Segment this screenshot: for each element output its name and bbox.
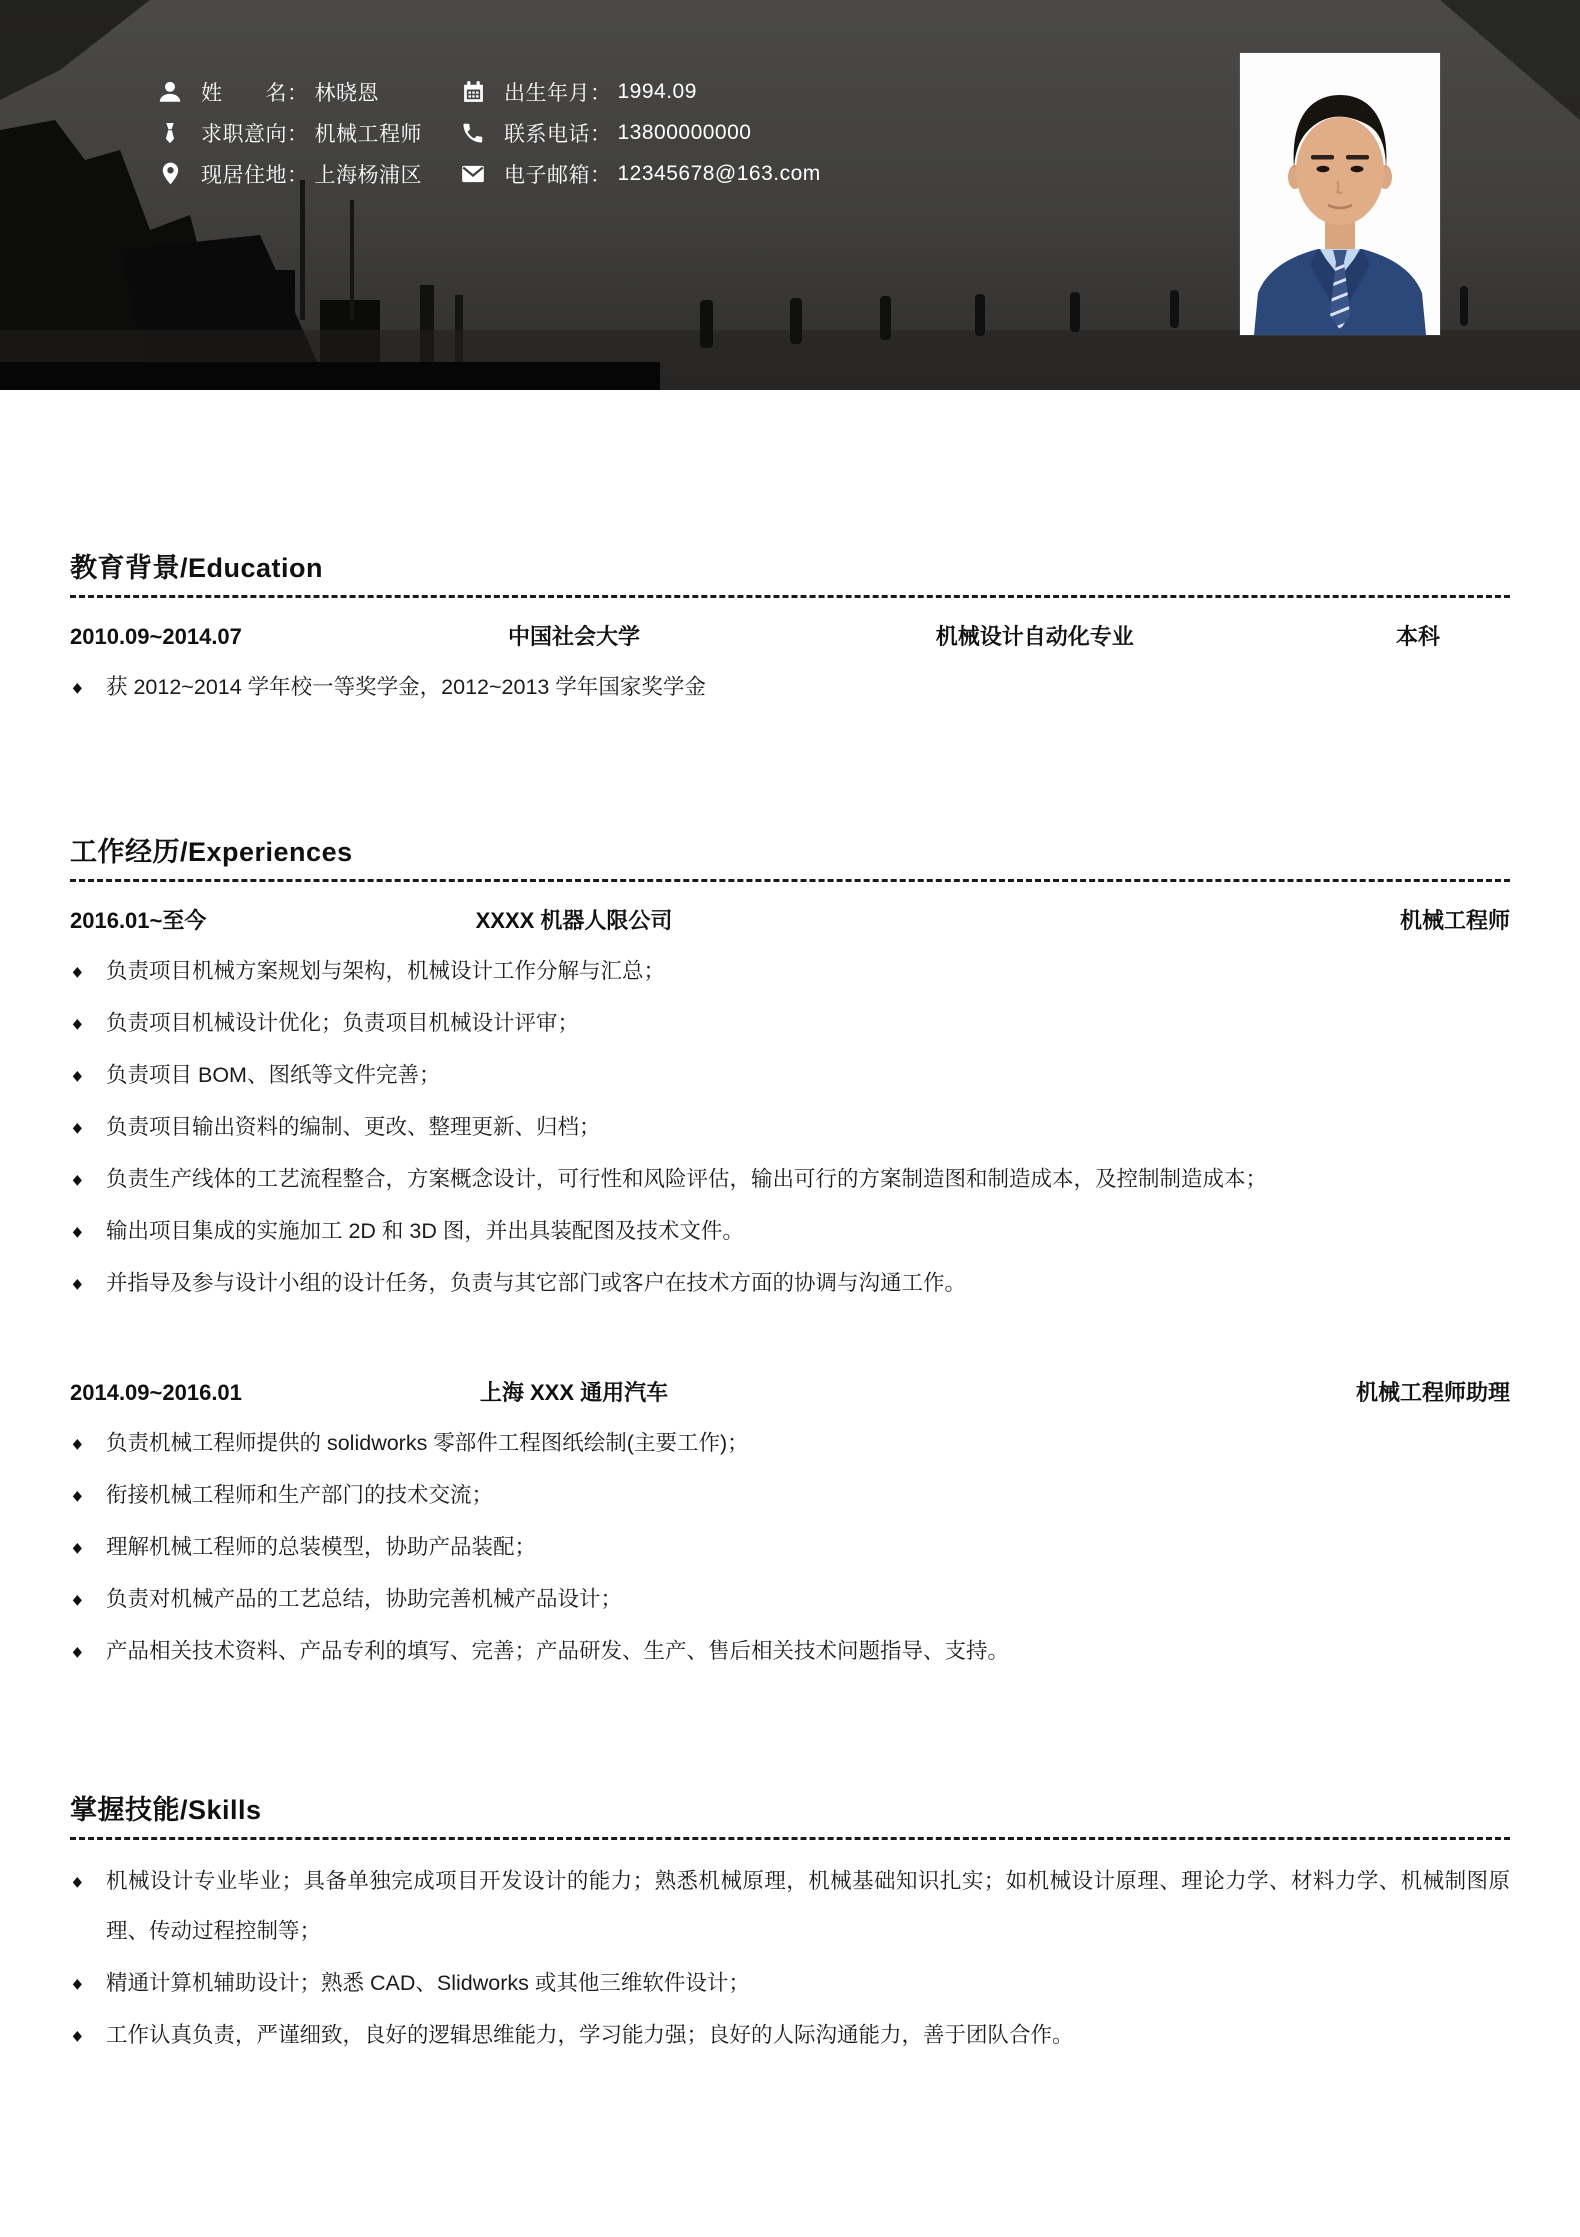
skills-section xyxy=(70,1788,1510,2060)
bullet-text: 理解机械工程师的总装模型，协助产品装配； xyxy=(106,1535,537,1559)
bullet-diamond-icon: ◆ xyxy=(72,1275,82,1291)
bullet-text: 负责生产线体的工艺流程整合，方案概念设计，可行性和风险评估，输出可行的方案制造图和制造成本，及控制制造成本； xyxy=(106,1167,1268,1191)
education-major: 机械设计自动化专业 xyxy=(935,624,1134,649)
section-divider xyxy=(70,595,1510,598)
list-item xyxy=(70,1626,1510,1676)
field-label: 求职意向： xyxy=(201,122,309,146)
bullet-diamond-icon: ◆ xyxy=(72,1171,82,1187)
resume-body xyxy=(0,390,1580,2060)
tie-icon xyxy=(155,119,185,146)
location-icon xyxy=(155,160,185,187)
bullet-text: 产品相关技术资料、产品专利的填写、完善；产品研发、生产、售后相关技术问题指导、支持。 xyxy=(106,1639,1010,1663)
bullet-diamond-icon: ◆ xyxy=(72,1487,82,1503)
list-item xyxy=(70,998,1510,1048)
list-item xyxy=(70,1154,1510,1204)
bullet-text: 精通计算机辅助设计；熟悉 CAD、Slidworks 或其他三维软件设计； xyxy=(106,1971,750,1995)
job-header-row xyxy=(70,896,1510,946)
bullet-diamond-icon: ◆ xyxy=(72,963,82,979)
bullet-diamond-icon: ◆ xyxy=(72,679,82,695)
bullet-diamond-icon: ◆ xyxy=(72,1223,82,1239)
list-item xyxy=(70,662,1510,712)
bullet-diamond-icon: ◆ xyxy=(72,1435,82,1451)
education-school: 中国社会大学 xyxy=(507,624,640,649)
section-divider xyxy=(70,1837,1510,1840)
list-item xyxy=(70,1856,1510,1956)
field-label: 电子邮箱： xyxy=(504,163,612,187)
skills-section-title: 掌握技能/Skills xyxy=(70,1795,262,1825)
field-name xyxy=(155,78,422,105)
bullet-text: 输出项目集成的实施加工 2D 和 3D 图，并出具装配图及技术文件。 xyxy=(106,1219,744,1243)
list-item xyxy=(70,1050,1510,1100)
field-email xyxy=(458,160,821,187)
list-item xyxy=(70,946,1510,996)
bullet-diamond-icon: ◆ xyxy=(72,2027,82,2043)
field-value: 1994.09 xyxy=(617,79,697,103)
section-divider xyxy=(70,879,1510,882)
field-value: 林晓恩 xyxy=(314,81,379,105)
bullet-text: 工作认真负责，严谨细致，良好的逻辑思维能力，学习能力强；良好的人际沟通能力，善于团队合作。 xyxy=(106,2023,1074,2047)
bullet-text: 负责项目机械设计优化；负责项目机械设计评审； xyxy=(106,1011,580,1035)
job-role: 机械工程师 xyxy=(1399,908,1510,933)
person-icon xyxy=(155,78,185,105)
job-period: 2016.01~至今 xyxy=(70,908,207,933)
bullet-diamond-icon: ◆ xyxy=(72,1015,82,1031)
education-section xyxy=(70,390,1510,712)
skills-bullet-list xyxy=(70,1856,1510,2060)
bullet-diamond-icon: ◆ xyxy=(72,1975,82,1991)
field-value: 13800000000 xyxy=(617,120,752,144)
portrait-illustration xyxy=(1240,53,1440,335)
resume-header xyxy=(0,0,1580,390)
bullet-diamond-icon: ◆ xyxy=(72,1591,82,1607)
field-value: 12345678@163.com xyxy=(617,161,821,185)
bullet-text: 负责对机械产品的工艺总结，协助完善机械产品设计； xyxy=(106,1587,623,1611)
header-info-left xyxy=(155,78,422,187)
list-item xyxy=(70,1418,1510,1468)
list-item xyxy=(70,1522,1510,1572)
email-icon xyxy=(458,160,488,187)
field-label: 现居住地： xyxy=(201,163,309,187)
field-residence xyxy=(155,160,422,187)
list-item xyxy=(70,1102,1510,1152)
bullet-diamond-icon: ◆ xyxy=(72,1119,82,1135)
job-role: 机械工程师助理 xyxy=(1355,1380,1510,1405)
bullet-text: 负责项目机械方案规划与架构，机械设计工作分解与汇总； xyxy=(106,959,666,983)
header-info-right xyxy=(458,78,821,187)
field-label: 联系电话： xyxy=(504,122,612,146)
profile-photo xyxy=(1240,53,1440,335)
experience-section-title: 工作经历/Experiences xyxy=(70,837,353,867)
education-section-title: 教育背景/Education xyxy=(70,553,324,583)
list-item xyxy=(70,2010,1510,2060)
list-item xyxy=(70,1470,1510,1520)
bullet-text: 衔接机械工程师和生产部门的技术交流； xyxy=(106,1483,494,1507)
bullet-text: 负责机械工程师提供的 solidworks 零部件工程图纸绘制(主要工作)； xyxy=(106,1431,749,1455)
field-value: 机械工程师 xyxy=(314,122,422,146)
bullet-text: 负责项目输出资料的编制、更改、整理更新、归档； xyxy=(106,1115,601,1139)
education-bullet-list xyxy=(70,662,1510,712)
list-item xyxy=(70,1958,1510,2008)
job-company: XXXX 机器人限公司 xyxy=(475,908,673,933)
bullet-text: 机械设计专业毕业；具备单独完成项目开发设计的能力；熟悉机械原理，机械基础知识扎实；如机械设计原理、理论力学、材料力学、机械制图原理、传动过程控制等； xyxy=(106,1869,1510,1943)
calendar-icon xyxy=(458,78,488,105)
job-period: 2014.09~2016.01 xyxy=(70,1380,242,1405)
bullet-diamond-icon: ◆ xyxy=(72,1643,82,1659)
bullet-text: 获 2012~2014 学年校一等奖学金，2012~2013 学年国家奖学金 xyxy=(106,675,706,699)
field-label: 出生年月： xyxy=(504,81,612,105)
job-bullet-list xyxy=(70,946,1510,1308)
field-phone xyxy=(458,119,821,146)
field-label: 姓 名： xyxy=(201,81,309,105)
job-bullet-list xyxy=(70,1418,1510,1676)
job-entry-2 xyxy=(70,1368,1510,1676)
bullet-diamond-icon: ◆ xyxy=(72,1067,82,1083)
job-header-row xyxy=(70,1368,1510,1418)
phone-icon xyxy=(458,119,488,146)
bullet-diamond-icon: ◆ xyxy=(72,1873,82,1889)
list-item xyxy=(70,1258,1510,1308)
list-item xyxy=(70,1206,1510,1256)
list-item xyxy=(70,1574,1510,1624)
bullet-text: 负责项目 BOM、图纸等文件完善； xyxy=(106,1063,441,1087)
education-period: 2010.09~2014.07 xyxy=(70,624,242,649)
education-entry-row xyxy=(70,612,1510,662)
job-company: 上海 XXX 通用汽车 xyxy=(479,1380,669,1405)
field-value: 上海杨浦区 xyxy=(314,163,422,187)
field-birth-date xyxy=(458,78,821,105)
bullet-diamond-icon: ◆ xyxy=(72,1539,82,1555)
job-entry-1 xyxy=(70,896,1510,1308)
bullet-text: 并指导及参与设计小组的设计任务，负责与其它部门或客户在技术方面的协调与沟通工作。 xyxy=(106,1271,967,1295)
education-degree: 本科 xyxy=(1395,624,1440,649)
field-job-intention xyxy=(155,119,422,146)
experience-section xyxy=(70,830,1510,1676)
